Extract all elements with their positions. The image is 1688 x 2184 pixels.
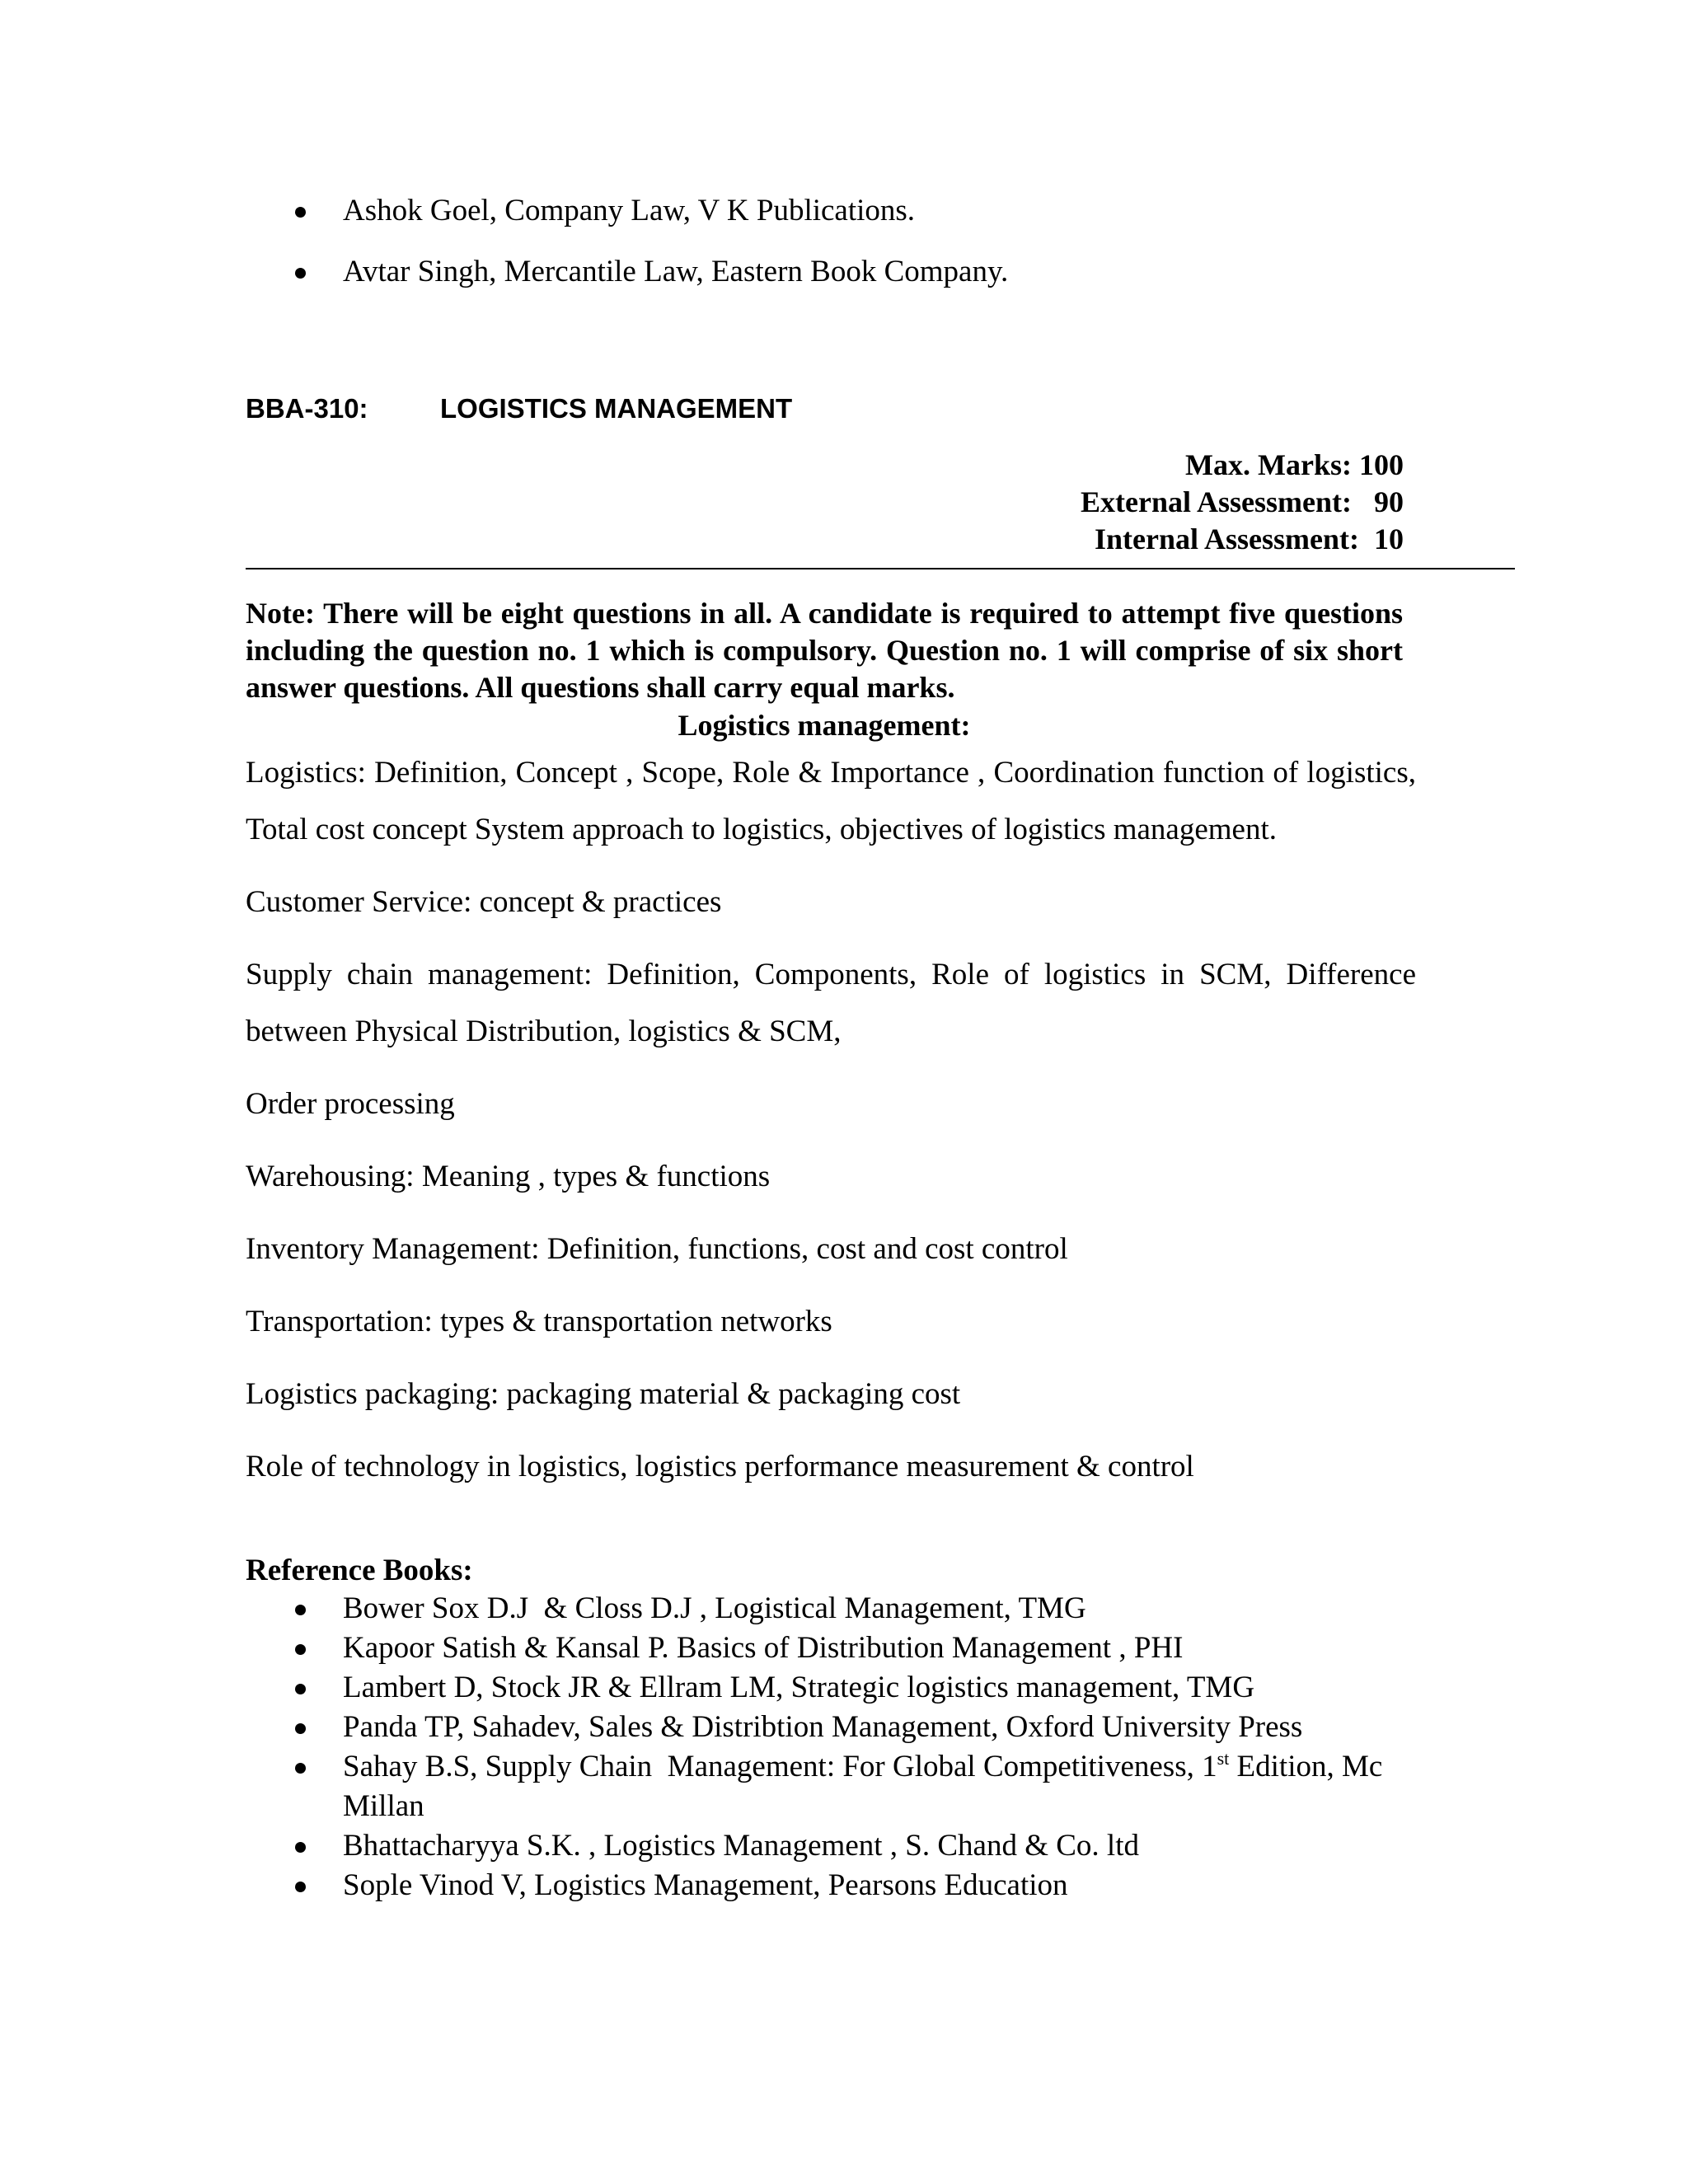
list-item: Avtar Singh, Mercantile Law, Eastern Book Company. <box>246 252 1449 292</box>
course-title: LOGISTICS MANAGEMENT <box>440 393 793 424</box>
list-item: Ashok Goel, Company Law, V K Publications. <box>246 191 1449 231</box>
topic-paragraph: Supply chain management: Definition, Components, Role of logistics in SCM, Difference between Physical Distribution, logistics & SCM, <box>246 958 1416 1048</box>
list-item: Kapoor Satish & Kansal P. Basics of Distribution Management , PHI <box>246 1629 1449 1668</box>
topic-paragraph: Order processing <box>246 1087 455 1121</box>
bullet-icon <box>295 1684 306 1694</box>
reference-books-list <box>246 1589 1449 1905</box>
exam-note: Note: There will be eight questions in all. A candidate is required to attempt five questions including the question no. 1 which is compulsory. Question no. 1 will comprise of six short answer questions. All questions shall carry equal marks. <box>246 597 1403 704</box>
topic-paragraph: Logistics: Definition, Concept , Scope, Role & Importance , Coordination function of logistics, Total cost concept System approach to logistics, objectives of logistics management. <box>246 756 1416 846</box>
reference-books-title: Reference Books: <box>246 1554 473 1587</box>
bullet-icon <box>295 207 306 218</box>
list-item: Sahay B.S, Supply Chain Management: For Global Competitiveness, 1st Edition, Mc Millan <box>246 1747 1449 1826</box>
marks-block <box>824 447 1404 558</box>
topic-paragraph: Transportation: types & transportation networks <box>246 1305 832 1338</box>
topic-paragraph: Role of technology in logistics, logistics performance measurement & control <box>246 1450 1194 1483</box>
list-item: Bower Sox D.J & Closs D.J , Logistical Management, TMG <box>246 1589 1449 1629</box>
topic-paragraph: Warehousing: Meaning , types & functions <box>246 1160 771 1193</box>
topic-paragraph: Customer Service: concept & practices <box>246 885 722 919</box>
bullet-icon <box>295 1605 306 1615</box>
topic-paragraph: Inventory Management: Definition, functions, cost and cost control <box>246 1232 1068 1266</box>
bullet-icon <box>295 1763 306 1774</box>
syllabus-topics <box>246 744 1416 1511</box>
previous-course-references <box>246 191 1449 313</box>
bullet-icon <box>295 1723 306 1734</box>
bullet-icon <box>295 1842 306 1853</box>
bullet-icon <box>295 1644 306 1655</box>
horizontal-divider <box>246 568 1515 569</box>
list-item: Lambert D, Stock JR & Ellram LM, Strategic logistics management, TMG <box>246 1668 1449 1708</box>
section-title: Logistics management: <box>678 709 971 742</box>
list-item: Panda TP, Sahadev, Sales & Distribtion Management, Oxford University Press <box>246 1708 1449 1747</box>
course-heading <box>246 391 792 427</box>
external-assessment: External Assessment: 90 <box>1081 485 1404 518</box>
bullet-icon <box>295 1882 306 1892</box>
list-item: Bhattacharyya S.K. , Logistics Management , S. Chand & Co. ltd <box>246 1826 1449 1866</box>
bullet-icon <box>295 268 306 279</box>
list-item: Sople Vinod V, Logistics Management, Pearsons Education <box>246 1866 1449 1905</box>
course-code: BBA-310: <box>246 393 368 424</box>
topic-paragraph: Logistics packaging: packaging material & packaging cost <box>246 1377 961 1411</box>
max-marks: Max. Marks: 100 <box>1185 448 1404 481</box>
internal-assessment: Internal Assessment: 10 <box>1095 523 1404 555</box>
